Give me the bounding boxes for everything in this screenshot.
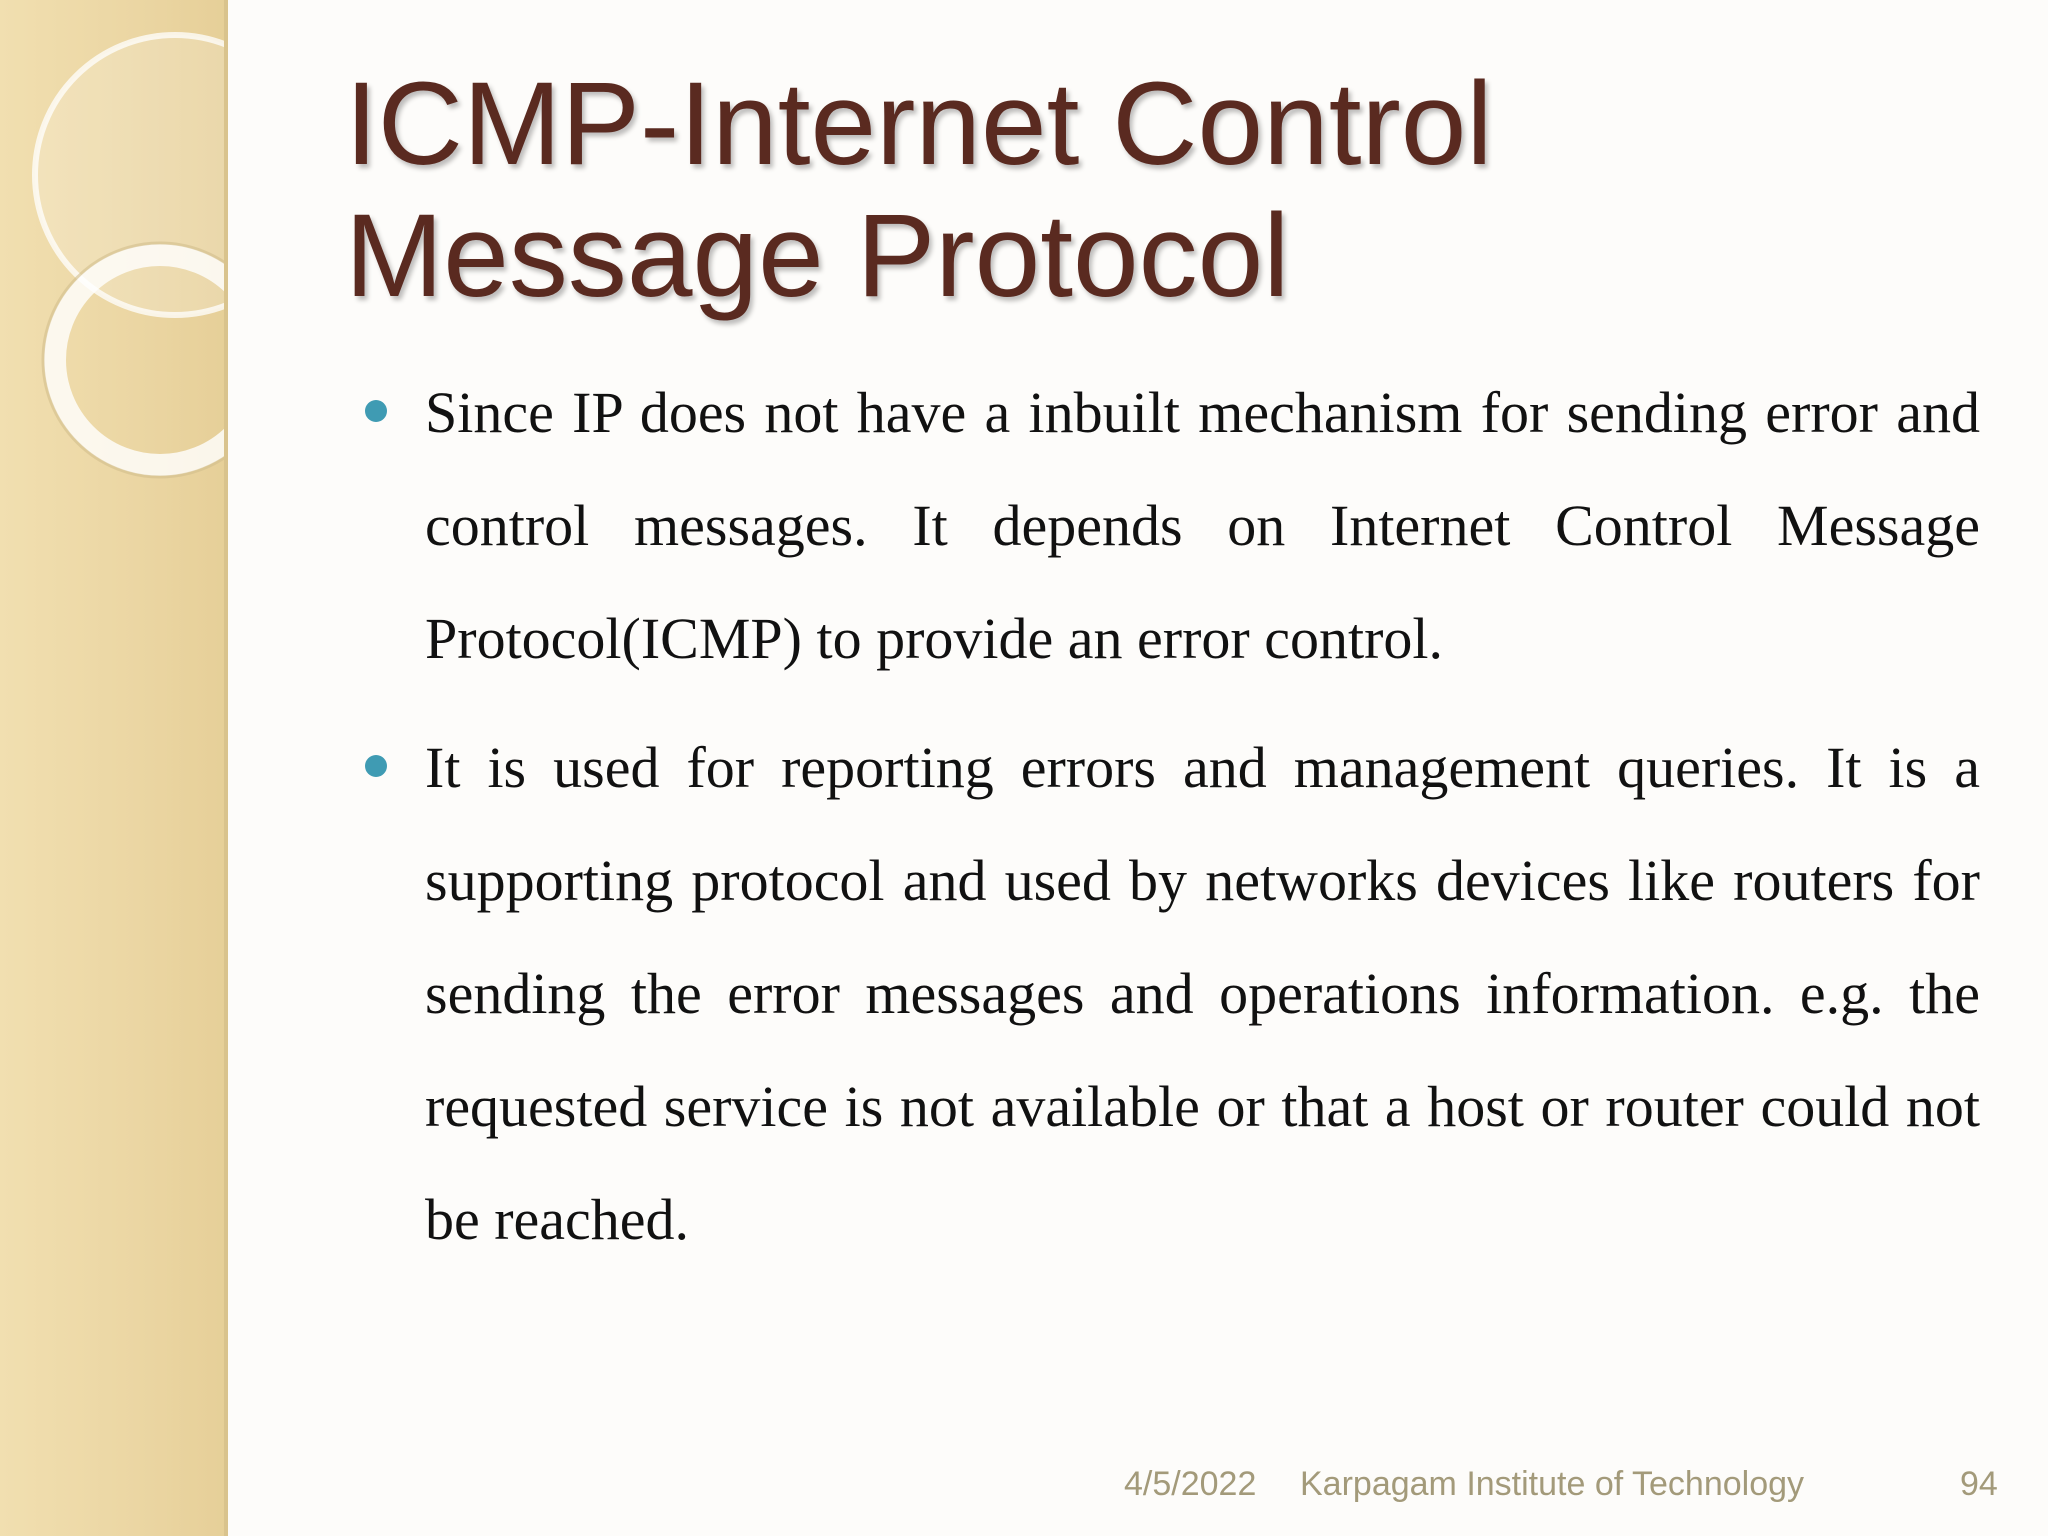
bullet-item (355, 356, 1980, 695)
bullet-text: Since IP does not have a inbuilt mechanism for sending error and control messages. It depends on Internet Control Message Protocol(ICMP) to provide an error control. (425, 380, 1980, 671)
bullet-text: It is used for reporting errors and management queries. It is a supporting protocol and used by networks devices like routers for sending the error messages and operations information. e.g. the requested service is not available or that a host or router could not be reached. (425, 735, 1980, 1252)
slide-title: ICMP-Internet Control Message Protocol (345, 58, 1493, 322)
sidebar-edge (224, 0, 228, 1536)
footer-page-number: 94 (1960, 1465, 1998, 1503)
bullet-item (355, 711, 1980, 1276)
bullet-list (355, 356, 1980, 1292)
bullet-dot-icon (365, 755, 387, 777)
footer-date: 4/5/2022 (1124, 1465, 1257, 1503)
bullet-dot-icon (365, 400, 387, 422)
footer-organization: Karpagam Institute of Technology (1300, 1465, 1805, 1503)
decorative-sidebar (0, 0, 228, 1536)
decorative-circles-graphic (0, 0, 228, 1536)
